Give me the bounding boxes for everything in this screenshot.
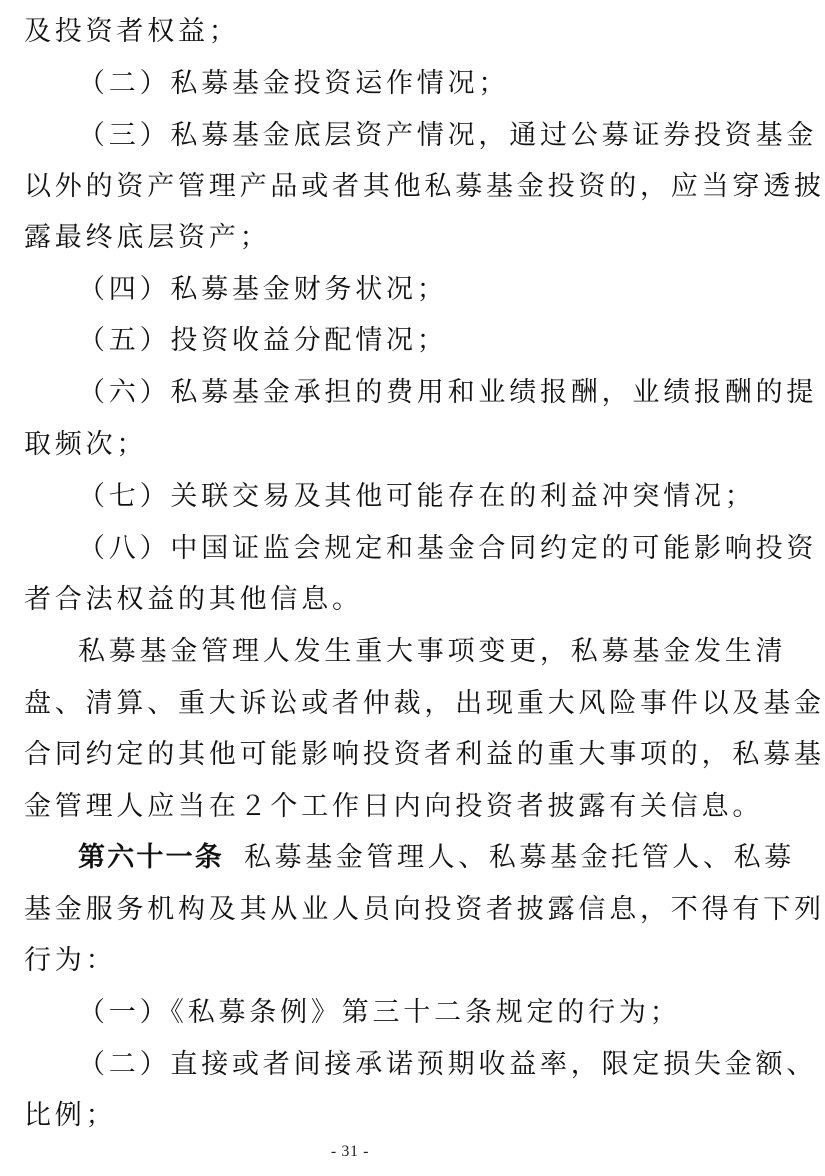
list-item-3: （三）私募基金底层资产情况，通过公募证券投资基金 (78, 120, 818, 151)
article-item-1: （一）《私募条例》第三十二条规定的行为； (78, 997, 681, 1028)
text-line-12: 者合法权益的其他信息。 (24, 584, 363, 615)
list-item-8: （八）中国证监会规定和基金合同约定的可能影响投资 (78, 533, 818, 564)
page-number: - 31 - (330, 1143, 370, 1160)
paragraph-line-2: 盘、清算、重大诉讼或者仲裁，出现重大风险事件以及基金 (24, 688, 825, 719)
list-item-4: （四）私募基金财务状况； (78, 274, 448, 305)
article-item-2: （二）直接或者间接承诺预期收益率，限定损失金额、 (78, 1049, 818, 1080)
paragraph-line-3: 合同约定的其他可能影响投资者利益的重大事项的，私募基 (24, 739, 825, 770)
text-line-4: 以外的资产管理产品或者其他私募基金投资的，应当穿透披 (24, 171, 825, 202)
article-heading-text: 私募基金管理人、私募基金托管人、私募 (244, 842, 795, 873)
paragraph-line-4: 金管理人应当在２个工作日内向投资者披露有关信息。 (24, 791, 764, 822)
list-item-7: （七）关联交易及其他可能存在的利益冲突情况； (78, 481, 756, 512)
list-item-6: （六）私募基金承担的费用和业绩报酬，业绩报酬的提 (78, 377, 818, 408)
article-heading: 第六十一条 (78, 842, 224, 873)
text-line-5: 露最终底层资产； (24, 222, 271, 253)
article-line-3: 行为： (24, 945, 117, 976)
paragraph-line-1: 私募基金管理人发生重大事项变更，私募基金发生清 (78, 636, 787, 667)
text-line-1: 及投资者权益； (24, 16, 240, 47)
article-heading-line (78, 838, 795, 878)
list-item-2: （二）私募基金投资运作情况； (78, 68, 510, 99)
article-line-6: 比例； (24, 1100, 117, 1131)
text-line-9: 取频次； (24, 429, 148, 460)
article-line-2: 基金服务机构及其从业人员向投资者披露信息，不得有下列 (24, 894, 825, 925)
list-item-5: （五）投资收益分配情况； (78, 325, 448, 356)
